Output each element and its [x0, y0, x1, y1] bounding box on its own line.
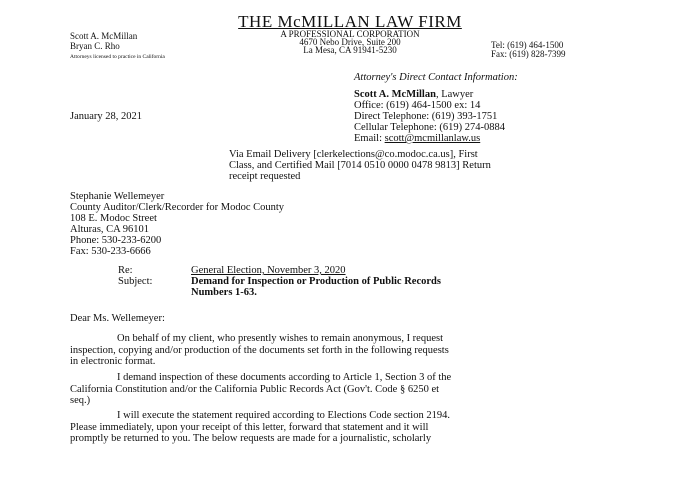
subject-line2: Numbers 1-63.	[191, 287, 257, 298]
body-paragraph-1	[70, 333, 610, 368]
paragraph-line: promptly be returned to you. The below requests are made for a journalistic, scholarly	[70, 433, 432, 444]
paragraph-line: I demand inspection of these documents according to Article 1, Section 3 of the	[117, 372, 452, 383]
contact-office: Office: (619) 464-1500 ex: 14	[354, 100, 481, 111]
contact-name-bold: Scott A. McMillan	[354, 89, 436, 100]
paragraph-line: seq.)	[70, 395, 91, 406]
paragraph-line: California Constitution and/or the California Public Records Act (Gov't. Code § 6250 et	[70, 383, 440, 395]
contact-name-suffix: , Lawyer	[435, 89, 474, 100]
contact-direct: Direct Telephone: (619) 393-1751	[354, 111, 498, 122]
firm-name: THE McMILLAN LAW FIRM	[238, 12, 462, 31]
contact-cellular: Cellular Telephone: (619) 274-0884	[354, 122, 505, 133]
firm-address-line1: 4670 Nebo Drive, Suite 200	[299, 37, 401, 47]
firm-type: A PROFESSIONAL CORPORATION	[280, 29, 420, 39]
recipient-name: Stephanie Wellemeyer	[70, 191, 165, 202]
firm-tel: Tel: (619) 464-1500	[491, 40, 564, 50]
delivery-line2: Class, and Certified Mail [7014 0510 0000 0478 9813] Return	[229, 160, 491, 171]
contact-email	[354, 133, 480, 145]
re-value: General Election, November 3, 2020	[191, 265, 346, 276]
contact-heading: Attorney's Direct Contact Information:	[354, 72, 518, 83]
firm-address-line2: La Mesa, CA 91941-5230	[303, 45, 397, 55]
paragraph-line: I will execute the statement required according to Elections Code section 2194.	[117, 410, 450, 421]
subject-line1: Demand for Inspection or Production of Public Records	[191, 276, 441, 287]
recipient-fax: Fax: 530-233-6666	[70, 246, 151, 257]
admitted-note: Attorneys licensed to practice in California	[70, 54, 165, 60]
attorney-name-1: Scott A. McMillan	[70, 31, 138, 41]
re-label: Re:	[118, 265, 133, 276]
paragraph-line: On behalf of my client, who presently wishes to remain anonymous, I request	[117, 333, 444, 344]
body-paragraph-3	[70, 410, 610, 445]
contact-email-link[interactable]: scott@mcmillanlaw.us	[384, 133, 481, 144]
recipient-title: County Auditor/Clerk/Recorder for Modoc County	[70, 202, 285, 213]
body-paragraph-2	[70, 372, 610, 407]
firm-fax: Fax: (619) 828-7399	[491, 49, 566, 59]
paragraph-line: inspection, copying and/or production of the documents set forth in the following requests	[70, 344, 449, 356]
recipient-city: Alturas, CA 96101	[70, 224, 150, 235]
attorney-name-2: Bryan C. Rho	[70, 41, 120, 51]
contact-name	[354, 89, 473, 101]
subject-label: Subject:	[118, 276, 153, 287]
recipient-phone: Phone: 530-233-6200	[70, 235, 162, 246]
salutation: Dear Ms. Wellemeyer:	[70, 313, 165, 324]
paragraph-line: in electronic format.	[70, 356, 156, 367]
delivery-line1: Via Email Delivery [clerkelections@co.modoc.ca.us], First	[229, 149, 478, 160]
paragraph-line: Please immediately, upon your receipt of this letter, forward that statement and it will	[70, 421, 429, 433]
contact-email-label: Email:	[354, 133, 385, 144]
letter-date: January 28, 2021	[70, 111, 143, 122]
delivery-line3: receipt requested	[229, 171, 301, 182]
recipient-street: 108 E. Modoc Street	[70, 213, 157, 224]
